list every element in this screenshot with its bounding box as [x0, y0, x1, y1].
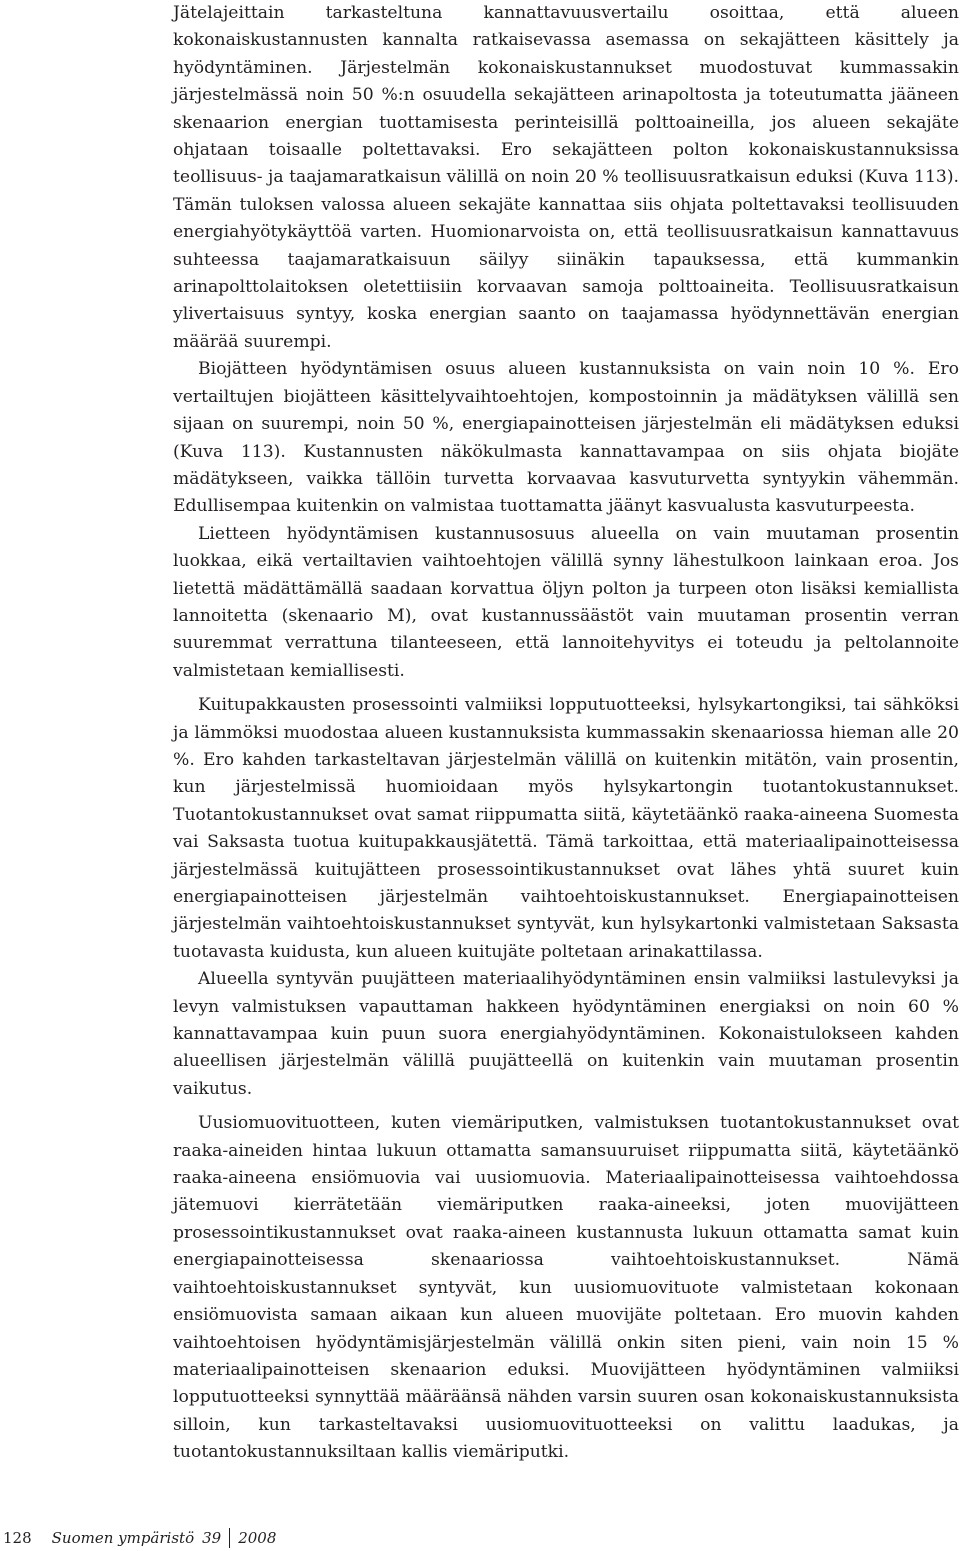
footer-separator — [229, 1528, 230, 1548]
page-footer — [0, 1526, 276, 1550]
paragraph-biojate: Biojätteen hyödyntämisen osuus alueen kustannuksista on vain noin 10 %. Ero vertailtujen biojätteen käsittelyvaihtoehtojen, kompostoinnin ja mädätyksen välillä sen sijaan on suurempi, noin 50 %, energiapainotteisen järjestelmän eli mädätyksen eduksi (Kuva 113). Kustannusten näkökulmasta kannattavampaa on siis ohjata biojäte mädätykseen, vaikka tällöin turvetta korvaavaa kasvuturvetta syntyykin vähemmän. Edullisempaa kuitenkin on valmistaa tuottamatta jäänyt kasvualusta kasvuturpeesta. — [173, 359, 959, 517]
publication-year: 2008 — [238, 1529, 277, 1547]
paragraph-sekajate: Jätelajeittain tarkasteltuna kannattavuusvertailu osoittaa, että alueen kokonaiskustannusten kannalta ratkaisevassa asemassa on sekajätteen käsittely ja hyödyntäminen. Järjestelmän kokonaiskustannukset muodostuvat kummassakin järjestelmässä noin 50 %:n osuudella sekajätteen arinapoltosta ja toteutumatta jääneen skenaarion energian tuottamisesta perinteisillä polttoaineilla, jos alueen sekajäte ohjataan toisaalle poltettavaksi. Ero sekajätteen polton kokonaiskustannuksissa teollisuus- ja taajamaratkaisun välillä on noin 20 % teollisuusratkaisun eduksi (Kuva 113). Tämän tuloksen valossa alueen sekajäte kannattaa siis ohjata poltettavaksi teollisuuden energiahyötykäyttöä varten. Huomionarvoista on, että teollisuusratkaisun kannattavuus suhteessa taajamaratkaisuun säilyy siinäkin tapauksessa, että kummankin arinapolttolaitoksen oletettiisiin korvaavan samoja polttoaineita. Teollisuusratkaisun ylivertaisuus syntyy, koska energian saanto on taajamassa hyödynnettävän energian määrää suurempi. — [173, 3, 959, 352]
publication-title: Suomen ympäristö — [51, 1529, 195, 1547]
publication-issue: 39 — [202, 1529, 222, 1547]
paragraph-muovi: Uusiomuovituotteen, kuten viemäriputken, valmistuksen tuotantokustannukset ovat raaka-aineiden hintaa lukuun ottamatta samansuuruiset riippumatta siitä, käytetäänkö raaka-aineena ensiömuovia vai uusiomuovia. Materiaalipainotteisessa vaihtoehdossa jätemuovi kierrätetään viemäriputken raaka-aineeksi, joten muovijätteen prosessointikustannukset ovat raaka-aineen kustannusta lukuun ottamatta samat kuin energiapainotteisessa skenaariossa vaihtoehtoiskustannukset. Nämä vaihtoehtoiskustannukset syntyvät, kun uusiomuovituote valmistetaan kokonaan ensiömuovista samaan aikaan kun alueen muovijäte poltetaan. Ero muovin kahden vaihtoehtoisen hyödyntämisjärjestelmän välillä onkin siten pieni, vain noin 15 % materiaalipainotteisen skenaarion eduksi. Muovijätteen hyödyntäminen valmiiksi lopputuotteeksi synnyttää määräänsä nähden varsin suuren osan kokonaiskustannuksista silloin, kun tarkasteltavaksi uusiomuovituotteeksi on valittu laadukas, ja tuotantokustannuksiltaan kallis viemäriputki. — [173, 1113, 959, 1463]
paragraph-liete: Lietteen hyödyntämisen kustannusosuus alueella on vain muutaman prosentin luokkaa, eikä vertailtavien vaihtoehtojen välillä synny lähestulkoon lainkaan eroa. Jos lietettä mädättämällä saadaan korvattua öljyn polton ja turpeen oton lisäksi kemiallista lannoitetta (skenaario M), ovat kustannussäästöt vain muutaman prosentin verran suuremmat verrattuna tilanteeseen, että lannoitehyvitys ei toteudu ja peltolannoite valmistetaan kemiallisesti. — [173, 523, 959, 681]
body-text — [173, 0, 959, 1467]
paragraph-kuitupakkaukset: Kuitupakkausten prosessointi valmiiksi lopputuotteeksi, hylsykartongiksi, tai sähköksi ja lämmöksi muodostaa alueen kustannuksista kummassakin skenaariossa hieman alle 20 %. Ero kahden tarkasteltavan järjestelmän välillä on kuitenkin mitätön, vain prosentin, kun järjestelmissä huomioidaan myös hylsykartongin tuotantokustannukset. Tuotantokustannukset ovat samat riippumatta siitä, käytetäänkö raaka-aineena Suomesta vai Saksasta tuotua kuitupakkausjätettä. Tämä tarkoittaa, että materiaalipainotteisessa järjestelmässä kuitujätteen prosessointikustannukset ovat lähes yhtä suuret kuin energiapainotteisen järjestelmän vaihtoehtoiskustannukset. Energiapainotteisen järjestelmän vaihtoehtoiskustannukset syntyvät, kun hylsykartonki valmistetaan Saksasta tuotavasta kuidusta, kun alueen kuitujäte poltetaan arinakattilassa. — [173, 695, 959, 962]
page-number: 128 — [3, 1529, 32, 1547]
paragraph-puujate: Alueella syntyvän puujätteen materiaalihyödyntäminen ensin valmiiksi lastulevyksi ja levyn valmistuksen vapauttaman hakkeen hyödyntäminen energiaksi on noin 60 % kannattavampaa kuin puun suora energiahyödyntäminen. Kokonaistulokseen kahden alueellisen järjestelmän välillä puujätteellä on kuitenkin vain muutaman prosentin vaikutus. — [173, 969, 959, 1099]
